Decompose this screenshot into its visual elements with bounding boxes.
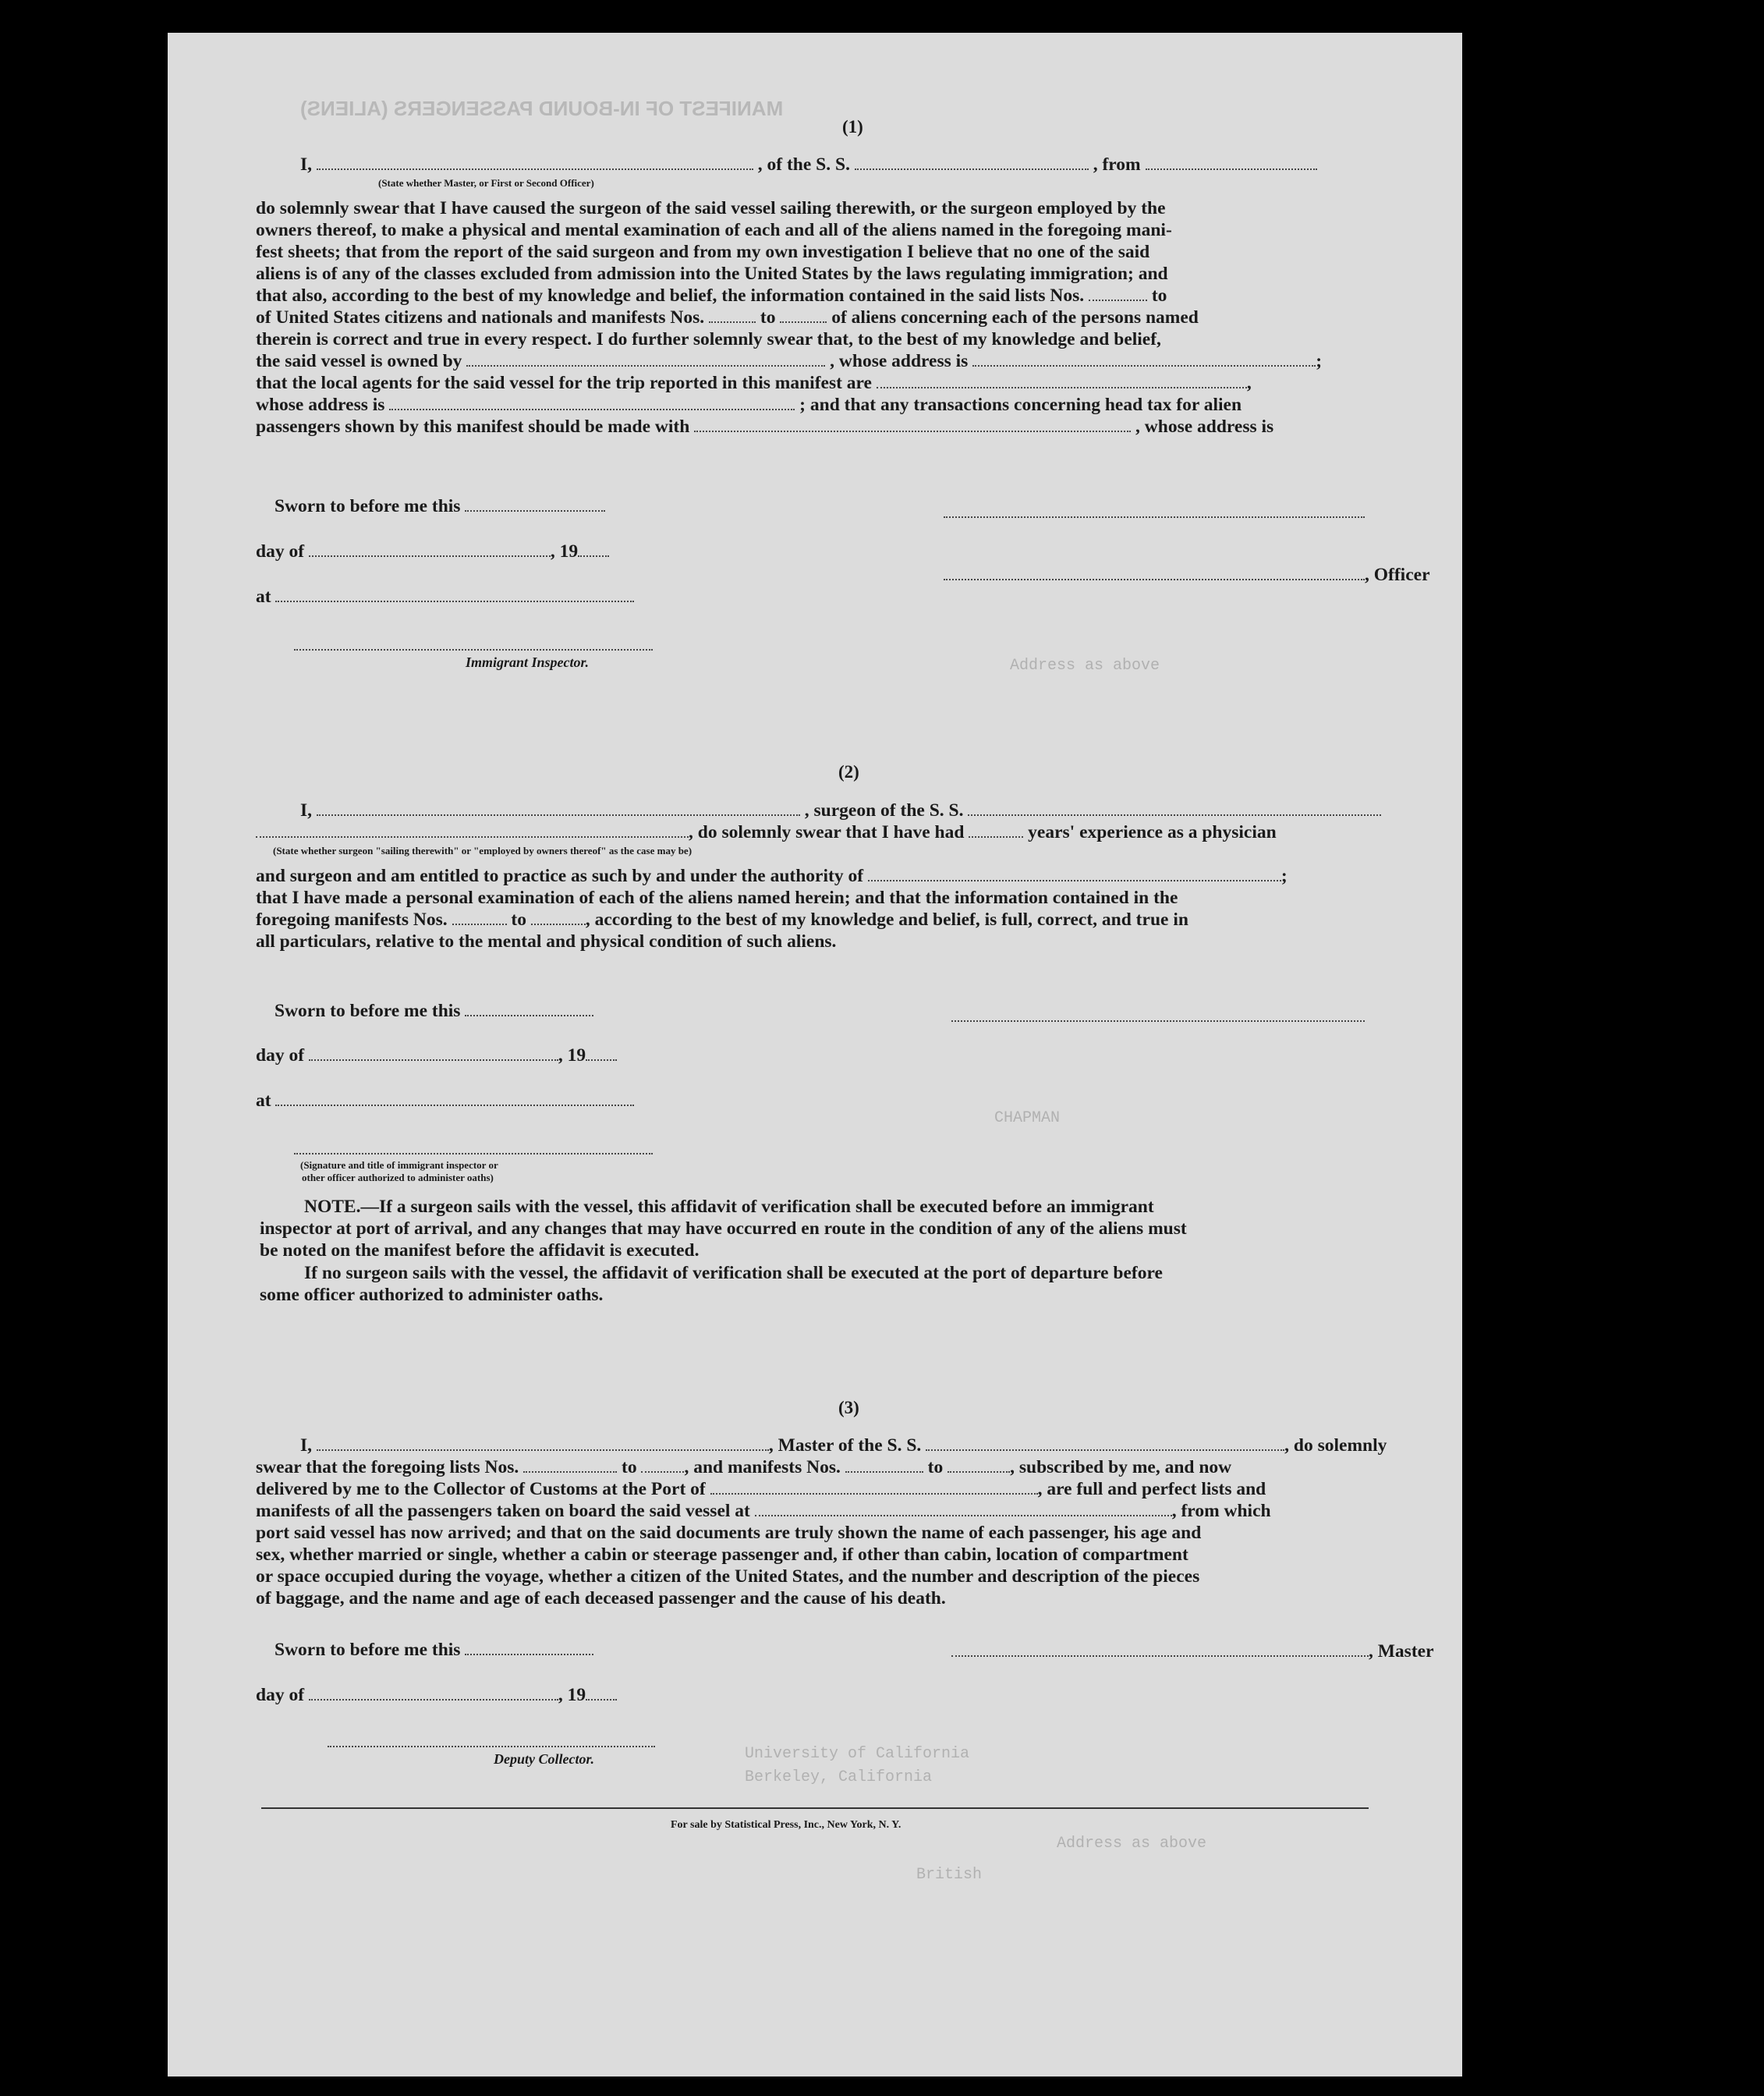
from-label: , from (1093, 154, 1141, 175)
sig-caption: (Signature and title of immigrant inspector or (300, 1159, 498, 1171)
master-caption: (State whether Master, or First or Second Officer) (378, 177, 594, 189)
authority-text: and surgeon and am entitled to practice as such by and under the authority of (256, 866, 864, 886)
binder-hole (1482, 1881, 1521, 1920)
s1-para-line: that the local agents for the said vessel for the trip reported in this manifest are , (256, 373, 1252, 393)
years-label: years' experience as a physician (1028, 822, 1277, 842)
s3-sworn (275, 1640, 593, 1661)
s3-para-line: of baggage, and the name and age of each deceased passenger and the cause of his death. (256, 1588, 946, 1608)
master-name-blank[interactable] (317, 1435, 769, 1451)
s1-para-line: therein is correct and true in every respect. I do further solemnly swear that, to the best of my knowledge and belief, (256, 329, 1161, 349)
officer-signature-line[interactable] (944, 516, 1365, 518)
sig-caption: other officer authorized to administer oaths) (302, 1172, 494, 1183)
owner-address-blank[interactable] (972, 351, 1316, 367)
s1-para-line (256, 285, 1167, 307)
manifests-tail-text: , according to the best of my knowledge and belief, is full, correct, and true in (585, 910, 1188, 930)
day-of-label: day of (256, 541, 305, 562)
swear-lists-text: swear that the foregoing lists Nos. (256, 1457, 519, 1477)
s1-para-line (256, 307, 1199, 328)
manifests-text: foregoing manifests Nos. (256, 910, 448, 930)
s1-i-line (300, 154, 1317, 176)
at-blank[interactable] (275, 1091, 634, 1106)
lists-from-blank[interactable] (1089, 285, 1147, 301)
sworn-label: Sworn to before me this (275, 496, 461, 516)
do-solemnly-label: , do solemnly (1284, 1435, 1387, 1456)
s3-vessel-blank[interactable] (926, 1435, 1284, 1451)
note-line: If no surgeon sails with the vessel, the affidavit of verification shall be executed at the port of departure before (304, 1263, 1163, 1283)
s3-para-line (256, 1479, 1266, 1500)
binder-hole (1482, 1585, 1521, 1624)
year-blank[interactable] (586, 1685, 617, 1701)
s3-master (951, 1641, 1434, 1662)
lists-from-blank[interactable] (523, 1457, 617, 1473)
section-3-number: (3) (838, 1398, 859, 1417)
s3-i-line (300, 1435, 1387, 1456)
sworn-blank[interactable] (465, 1001, 593, 1016)
s2-day-of (256, 1045, 617, 1066)
s1-day-of (256, 541, 609, 562)
s2-vessel-blank[interactable] (968, 800, 1381, 816)
year-blank[interactable] (578, 541, 609, 557)
manifests-all-text: manifests of all the passengers taken on board the said vessel at (256, 1501, 750, 1521)
note-line: inspector at port of arrival, and any changes that may have occurred en route in the condition of any of the aliens must (260, 1218, 1187, 1239)
bleed-line: Address as above (1057, 1835, 1207, 1853)
sworn-blank[interactable] (465, 496, 605, 512)
s1-para-line: the said vessel is owned by , whose address is ; (256, 351, 1323, 371)
year-label: , 19 (558, 1685, 586, 1705)
s2-sworn (275, 1001, 593, 1022)
sworn-blank[interactable] (465, 1640, 593, 1655)
manifest-sheet (168, 33, 1462, 2076)
s1-para-line: do solemnly swear that I have caused the surgeon of the said vessel sailing therewith, or the surgeon employed by the (256, 198, 1166, 218)
manifests-from-blank[interactable] (452, 910, 507, 925)
i-label: I, (300, 1435, 313, 1456)
officer-label: , Officer (1365, 565, 1430, 585)
agents-blank[interactable] (877, 373, 1247, 388)
master-of-label: , Master of the S. S. (768, 1435, 922, 1456)
day-blank[interactable] (309, 541, 551, 557)
binder-hole (1482, 575, 1521, 614)
manifest-from-blank[interactable] (709, 307, 756, 323)
sworn-label: Sworn to before me this (275, 1640, 461, 1660)
s2-i-line (300, 800, 1381, 821)
s1-officer (944, 565, 1430, 586)
agent-address-blank[interactable] (389, 395, 795, 410)
surgeon-of-label: , surgeon of the S. S. (804, 800, 964, 821)
port-blank[interactable] (710, 1479, 1038, 1495)
authority-blank[interactable] (868, 866, 1281, 881)
from-which-text: , from which (1171, 1501, 1271, 1521)
year-label: , 19 (550, 541, 579, 562)
and-manifests-text: , and manifests Nos. (684, 1457, 841, 1477)
whose-address-label: , whose address is (830, 351, 969, 371)
to-label: to (760, 307, 776, 328)
binder-hole (1482, 700, 1521, 739)
manifests-from-blank[interactable] (845, 1457, 923, 1473)
publisher-footer: For sale by Statistical Press, Inc., New York, N. Y. (671, 1819, 901, 1831)
full-perfect-text: , are full and perfect lists and (1037, 1479, 1266, 1499)
to-label: to (511, 910, 526, 930)
whose-address-is-label: , whose address is (1135, 417, 1274, 437)
deputy-collector-label: Deputy Collector. (494, 1751, 594, 1767)
s1-para-line (256, 395, 1242, 416)
day-of-label: day of (256, 1685, 305, 1705)
binder-hole (1482, 1936, 1521, 1975)
manifest-to-blank[interactable] (780, 307, 827, 323)
s3-para-line (256, 1501, 1271, 1522)
s3-para-line: sex, whether married or single, whether a cabin or steerage passenger and, if other than cabin, location of compartment (256, 1545, 1188, 1565)
master-signature-blank[interactable] (951, 1641, 1369, 1657)
s3-day-of (256, 1685, 617, 1706)
to-label: to (622, 1457, 637, 1477)
owned-by-text: the said vessel is owned by (256, 351, 462, 371)
section-1-number: (1) (842, 117, 863, 137)
s2-para-line: that I have made a personal examination of each of the aliens named herein; and that the information contained in the (256, 888, 1178, 908)
note-line: NOTE.—If a surgeon sails with the vessel, this affidavit of verification shall be executed before an immigrant (304, 1197, 1154, 1217)
i-label: I, (300, 154, 313, 175)
agent-address-text: whose address is (256, 395, 385, 415)
note-line: be noted on the manifest before the affidavit is executed. (260, 1240, 700, 1261)
surgeon-caption: (State whether surgeon "sailing therewith" or "employed by owners thereof" as the case may be) (273, 845, 692, 856)
s1-para-line: owners thereof, to make a physical and mental examination of each and all of the aliens named in the foregoing mani- (256, 220, 1172, 240)
bleed-line: University of California (745, 1745, 970, 1763)
boarding-port-blank[interactable] (755, 1501, 1172, 1516)
delivered-text: delivered by me to the Collector of Customs at the Port of (256, 1479, 706, 1499)
s3-para-line: port said vessel has now arrived; and that on the said documents are truly shown the name of each passenger, his age and (256, 1523, 1202, 1543)
officer-blank[interactable] (944, 565, 1365, 580)
s3-para-line: or space occupied during the voyage, whether a citizen of the United States, and the number and description of the pieces (256, 1566, 1200, 1587)
s2-para-line: all particulars, relative to the mental and physical condition of such aliens. (256, 931, 837, 952)
day-blank[interactable] (309, 1045, 558, 1061)
year-label: , 19 (558, 1045, 586, 1066)
s2-para-line (256, 910, 1188, 931)
s2-para-line: and surgeon and am entitled to practice as such by and under the authority of ; (256, 866, 1288, 886)
head-tax-party-blank[interactable] (694, 417, 1131, 432)
s2-at (256, 1091, 634, 1112)
day-of-label: day of (256, 1045, 305, 1066)
master-label: , Master (1369, 1641, 1434, 1662)
at-label: at (256, 587, 271, 607)
years-blank[interactable] (969, 822, 1023, 838)
master-blank[interactable] (317, 154, 753, 170)
binder-hole (1482, 208, 1521, 247)
bleed-line: Address as above (1010, 657, 1160, 675)
mirrored-header: MANIFEST OF IN-BOUND PASSENGERS (ALIENS) (300, 97, 784, 120)
do-solemnly-label: , do solemnly swear that I have had (689, 822, 965, 842)
inspector-signature-line[interactable] (294, 649, 653, 651)
note-line: some officer authorized to administer oaths. (260, 1285, 604, 1305)
s2-solemn-line (256, 822, 1277, 843)
aliens-text: of aliens concerning each of the persons named (831, 307, 1199, 328)
s3-para-line (256, 1457, 1231, 1478)
manifests-to-blank[interactable] (948, 1457, 1010, 1473)
citizens-text: of United States citizens and nationals and manifests Nos. (256, 307, 705, 328)
passengers-text: passengers shown by this manifest should be made with (256, 417, 690, 437)
i-label: I, (300, 800, 313, 821)
to-label: to (1151, 285, 1167, 306)
binder-hole (1482, 1371, 1521, 1410)
year-blank[interactable] (586, 1045, 617, 1061)
s1-at (256, 587, 634, 608)
at-label: at (256, 1091, 271, 1111)
agents-text: that the local agents for the said vessel for the trip reported in this manifest are (256, 373, 872, 393)
footer-rule (261, 1807, 1369, 1809)
officer-signature-line[interactable] (294, 1153, 653, 1154)
of-ss-label: , of the S. S. (757, 154, 850, 175)
from-blank[interactable] (1146, 154, 1317, 170)
surgeon-signature-line[interactable] (951, 1020, 1365, 1022)
manifests-to-blank[interactable] (531, 910, 586, 925)
collector-signature-line[interactable] (328, 1746, 655, 1747)
day-blank[interactable] (309, 1685, 558, 1701)
binder-hole (1482, 497, 1521, 536)
surgeon-status-blank[interactable] (256, 822, 689, 838)
sworn-label: Sworn to before me this (275, 1001, 461, 1021)
s1-para-line: fest sheets; that from the report of the said surgeon and from my own investigation I believe that no one of the said (256, 242, 1150, 262)
lists-text: that also, according to the best of my knowledge and belief, the information contained in the said lists Nos. (256, 285, 1085, 306)
bleed-line: CHAPMAN (994, 1109, 1061, 1127)
surgeon-name-blank[interactable] (317, 800, 800, 816)
bleed-line: Berkeley, California (745, 1768, 933, 1786)
s1-para-line (256, 417, 1273, 438)
bleed-line: British (916, 1866, 983, 1884)
to-label: to (927, 1457, 944, 1477)
binder-hole (1482, 91, 1521, 130)
head-tax-text: ; and that any transactions concerning head tax for alien (799, 395, 1242, 415)
lists-to-blank[interactable] (641, 1457, 684, 1473)
s1-para-line: aliens is of any of the classes excluded from admission into the United States by the laws regulating immigration; and (256, 264, 1168, 284)
s1-sworn (275, 496, 605, 517)
vessel-blank[interactable] (855, 154, 1089, 170)
at-blank[interactable] (275, 587, 634, 602)
section-2-number: (2) (838, 762, 859, 782)
binder-hole (1482, 1538, 1521, 1577)
subscribed-text: , subscribed by me, and now (1010, 1457, 1232, 1477)
owner-blank[interactable] (466, 351, 825, 367)
immigrant-inspector-label: Immigrant Inspector. (466, 654, 590, 670)
